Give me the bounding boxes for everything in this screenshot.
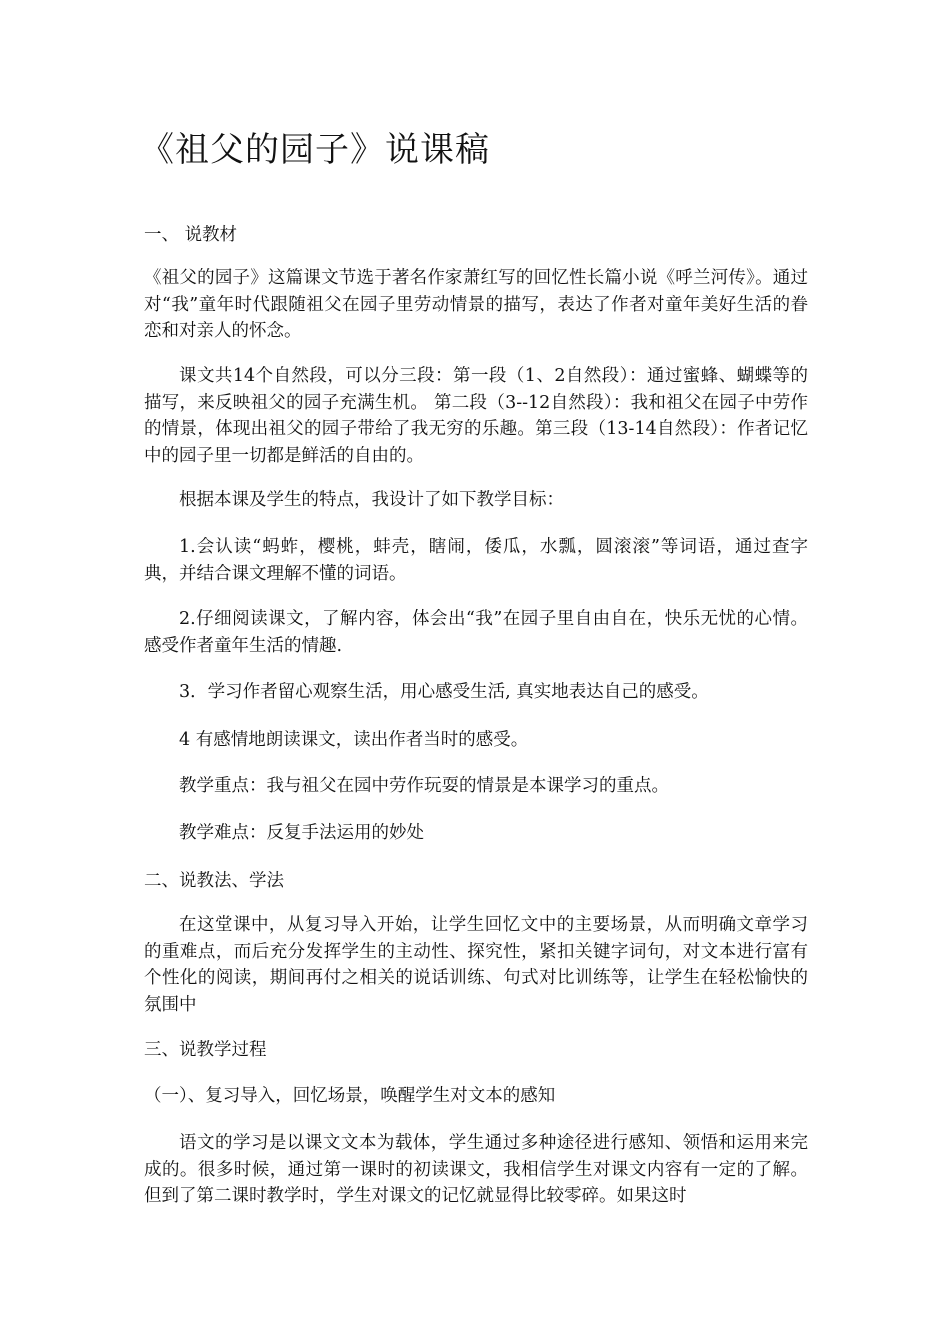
paragraph-goal-2: 2.仔细阅读课文，了解内容，体会出“我”在园子里自由自在，快乐无忧的心情。感受作者童年生活的情趣. <box>144 609 808 656</box>
paragraph-goal-3: 3．学习作者留心观察生活，用心感受生活, 真实地表达自己的感受。 <box>179 682 709 702</box>
section-heading-methods: 二、说教法、学法 <box>144 871 284 891</box>
section-heading-process: 三、说教学过程 <box>144 1040 267 1060</box>
paragraph-text-intro: 《祖父的园子》这篇课文节选于著名作家萧红写的回忆性长篇小说《呼兰河传》。通过对“我”童年时代跟随祖父在园子里劳动情景的描写，表达了作者对童年美好生活的眷恋和对亲人的怀念。 <box>144 268 808 341</box>
paragraph-methods-body: 在这堂课中，从复习导入开始，让学生回忆文中的主要场景，从而明确文章学习的重难点，而后充分发挥学生的主动性、探究性，紧扣关键字词句，对文本进行富有个性化的阅读，期间再付之相关的说话训练、句式对比训练等，让学生在轻松愉快的氛围中 <box>144 915 808 1015</box>
paragraph-key-point: 教学重点：我与祖父在园中劳作玩耍的情景是本课学习的重点。 <box>179 776 669 796</box>
paragraph-process-body: 语文的学习是以课文文本为载体，学生通过多种途径进行感知、领悟和运用来完成的。很多时候，通过第一课时的初读课文，我相信学生对课文内容有一定的了解。但到了第二课时教学时，学生对课文的记忆就显得比较零碎。如果这时 <box>144 1133 808 1206</box>
paragraph-goal-4: 4 有感情地朗读课文，读出作者当时的感受。 <box>179 730 529 750</box>
paragraph-difficulty: 教学难点：反复手法运用的妙处 <box>179 823 424 843</box>
document-title: 《祖父的园子》说课稿 <box>140 130 490 170</box>
paragraph-goals-intro: 根据本课及学生的特点，我设计了如下教学目标： <box>179 490 564 510</box>
subsection-heading-review: （一）、复习导入，回忆场景，唤醒学生对文本的感知 <box>144 1086 556 1106</box>
section-heading-teaching-material: 一、 说教材 <box>144 225 238 245</box>
paragraph-text-structure: 课文共14个自然段，可以分三段：第一段（1、2自然段）：通过蜜蜂、蝴蝶等的描写，来反映祖父的园子充满生机。 第二段（3--12自然段）：我和祖父在园子中劳作的情景，体现出祖父的园子带给了我无穷的乐趣。第三段（13-14自然段）：作者记忆中的园子里一切都是鲜活的自由的。 <box>144 366 808 466</box>
paragraph-goal-1: 1.会认读“蚂蚱，樱桃，蚌壳，瞎闹，倭瓜，水瓢，圆滚滚”等词语，通过查字典，并结合课文理解不懂的词语。 <box>144 537 808 584</box>
